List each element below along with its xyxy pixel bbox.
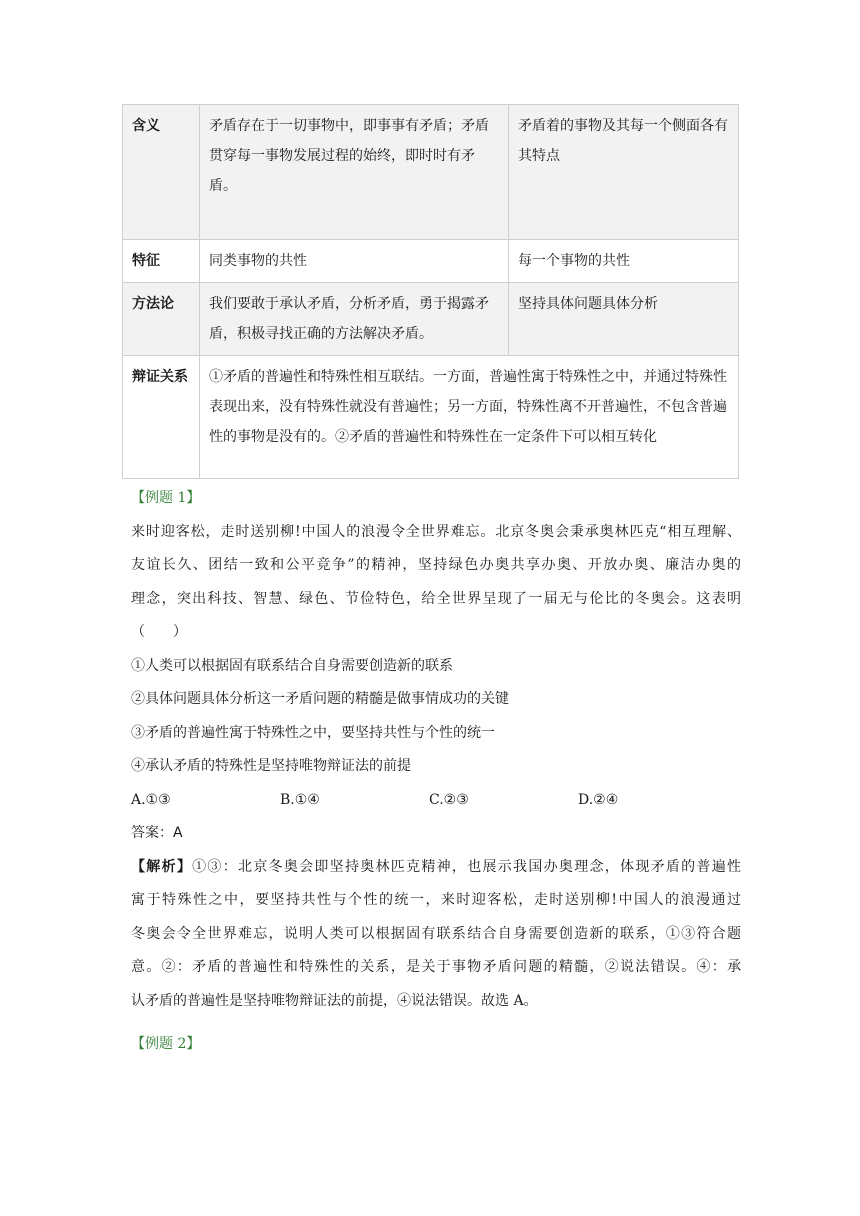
- statement-item: ③矛盾的普遍性寓于特殊性之中，要坚持共性与个性的统一: [131, 724, 495, 741]
- question-line: 来时迎客松，走时送别柳!中国人的浪漫令全世界难忘。北京冬奥会秉承奥林匹克“相互理解、: [131, 523, 741, 540]
- option-c: C.②③: [429, 791, 469, 808]
- analysis-block: [131, 851, 741, 1019]
- table-row: [123, 105, 739, 240]
- analysis-label: 【解析】: [131, 858, 193, 875]
- row-header: 方法论: [123, 283, 200, 356]
- question-line: 友谊长久、团结一致和公平竞争”的精神，坚持绿色办奥共享办奥、开放办奥、廉洁办奥的: [131, 557, 741, 573]
- answer-text: 答案：A: [131, 825, 183, 841]
- table-cell: 每一个事物的共性: [509, 240, 739, 283]
- row-header: 含义: [123, 105, 200, 240]
- question-text: [131, 516, 741, 650]
- analysis-line: 冬奥会令全世界难忘，说明人类可以根据固有联系结合自身需要创造新的联系，①③符合题: [131, 925, 741, 942]
- table-cell: 同类事物的共性: [200, 240, 509, 283]
- statement-item: ①人类可以根据固有联系结合自身需要创造新的联系: [131, 657, 453, 674]
- statement-item: ④承认矛盾的特殊性是坚持唯物辩证法的前提: [131, 758, 411, 774]
- row-header: 辩证关系: [123, 356, 200, 479]
- analysis-line: [131, 851, 741, 885]
- concept-table: [122, 104, 739, 479]
- option-a: A.①③: [131, 791, 171, 808]
- row-header: 特征: [123, 240, 200, 283]
- table-cell: 矛盾存在于一切事物中，即事事有矛盾；矛盾贯穿每一事物发展过程的始终，即时时有矛盾。: [200, 105, 509, 240]
- statement-item: ②具体问题具体分析这一矛盾问题的精髓是做事情成功的关键: [131, 691, 509, 707]
- table-cell: 坚持具体问题具体分析: [509, 283, 739, 356]
- analysis-line: 认矛盾的普遍性是坚持唯物辩证法的前提，④说法错误。故选 A。: [131, 992, 538, 1009]
- analysis-line: 意。②：矛盾的普遍性和特殊性的关系，是关于事物矛盾问题的精髓，②说法错误。④：承: [131, 959, 741, 975]
- statement-list: [131, 650, 741, 784]
- question-line: 理念，突出科技、智慧、绿色、节俭特色，给全世界呈现了一届无与伦比的冬奥会。这表明: [131, 590, 741, 607]
- table-cell: 我们要敢于承认矛盾，分析矛盾，勇于揭露矛盾，积极寻找正确的方法解决矛盾。: [200, 283, 509, 356]
- example-2-label: 【例题 2】: [131, 1036, 201, 1052]
- analysis-line: 寓于特殊性之中，要坚持共性与个性的统一，来时迎客松，走时送别柳!中国人的浪漫通过: [131, 892, 741, 908]
- option-row: [131, 784, 741, 818]
- analysis-text: ①③：北京冬奥会即坚持奥林匹克精神，也展示我国办奥理念，体现矛盾的普遍性: [192, 858, 742, 875]
- table-cell: 矛盾着的事物及其每一个侧面各有其特点: [509, 105, 739, 240]
- example-1-section: [131, 482, 741, 1062]
- option-b: B.①④: [280, 791, 320, 808]
- question-line: （ ）: [131, 624, 187, 640]
- option-d: D.②④: [578, 791, 619, 808]
- example-1-label: 【例题 1】: [131, 490, 201, 506]
- table-row: [123, 283, 739, 356]
- table-row: [123, 240, 739, 283]
- table-cell-merged: ①矛盾的普遍性和特殊性相互联结。一方面，普遍性寓于特殊性之中，并通过特殊性表现出来，没有特殊性就没有普遍性；另一方面，特殊性离不开普遍性，不包含普遍性的事物是没有的。②矛盾的普遍性和特殊性在一定条件下可以相互转化: [200, 356, 739, 479]
- table-row: [123, 356, 739, 479]
